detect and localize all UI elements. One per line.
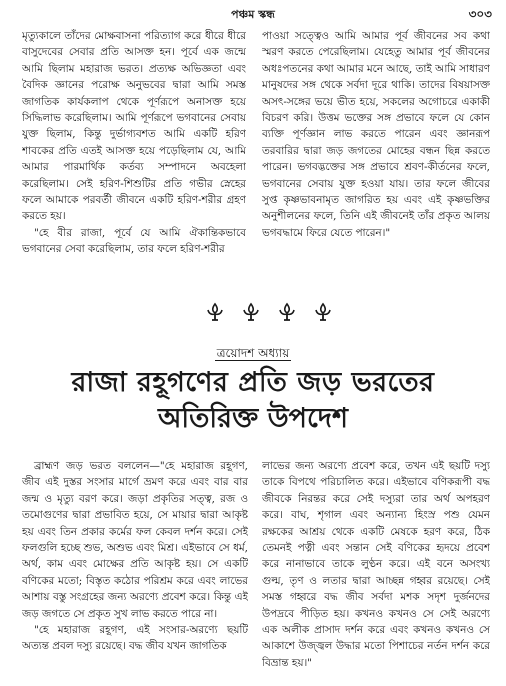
chapter-title-line-2: অতিরিক্ত উপদেশ [158, 403, 348, 434]
paragraph: পাওয়া সত্ত্বেও আমি আমার পূর্ব জীবনের সব কথা স্মরণ করতে পেরেছিলাম। যেহেতু আমার পূর্ব জীবনের অধঃপতনের কথা আমার মনে আছে, তাই আমি সাধারণ মানুষদের সঙ্গ থেকে সর্বদা দূরে থাকি। তাদের বিষয়াসক্ত অসৎ-সঙ্গের ভয়ে ভীত হয়ে, সকলের অগোচরে একাকী বিচরণ করি। উত্তম ভক্তের সঙ্গ প্রভাবে ফলে যে কোন ব্যক্তি পূর্ণজ্ঞান লাভ করতে পারেন এবং জ্ঞানরূপ তরবারির দ্বারা জড় জগতের মোহের বন্ধন ছিন্ন করতে পারেন। ভগবদ্ভক্তের সঙ্গ প্রভাবে শ্রবণ-কীর্তনের ফলে, ভগবানের সেবায় যুক্ত হওয়া যায়। তার ফলে জীবের সুপ্ত কৃষ্ণভাবনামৃত জাগরিত হয় এবং এই কৃষ্ণভক্তির অনুশীলনের ফলে, তিনি এই জীবনেই তাঁর প্রকৃত আলয় ভগবদ্ধামে ফিরে যেতে পারেন।" [262, 30, 490, 239]
chapter-number: ত্রয়োদশ অধ্যায় [216, 346, 290, 360]
bottom-left-column [22, 458, 248, 680]
running-title: পঞ্চম স্কন্ধ [231, 8, 275, 21]
top-left-column [22, 28, 246, 266]
section-divider [0, 302, 506, 326]
chapter-title-line-1: রাজা রহূগণের প্রতি জড় ভরতের [71, 367, 435, 398]
page-number: ৩০৩ [468, 7, 492, 21]
paragraph: "হে বীর রাজা, পূর্বে যে আমি ঐকান্তিকভাবে ভগবানের সেবা করেছিলাম, তার ফলে হরিণ-শরীর [22, 226, 246, 256]
lotus-ornament-icon [278, 302, 296, 322]
lotus-ornament-icon [206, 302, 224, 322]
top-right-column [262, 28, 490, 292]
bottom-right-column [262, 458, 490, 680]
lotus-ornament-icon [242, 302, 260, 322]
paragraph: "হে মহারাজ রহূগণ, এই সংসার-অরণ্যে ছয়টি অত্যন্ত প্রবল দস্যু রয়েছে। বদ্ধ জীব যখন জাগতিক [22, 624, 248, 653]
running-header [0, 6, 506, 22]
paragraph: মৃত্যুকালে তাঁদের মোক্ষবাসনা পরিত্যাগ করে ধীরে ধীরে বাসুদেবের সেবার প্রতি আসক্ত হন। পূর্বে এক জন্মে আমি ছিলাম মহারাজ ভরত। প্রত্যক্ষ অভিজ্ঞতা এবং বৈদিক জ্ঞানের পরোক্ষ অনুভবের দ্বারা আমি সমস্ত জাগতিক কার্যকলাপ থেকে পূর্ণরূপে অনাসক্ত হয়ে সিদ্ধিলাভ করেছিলাম। আমি পূর্ণরূপে ভগবানের সেবায় যুক্ত ছিলাম, কিন্তু দুর্ভাগ্যবশত আমি একটি হরিণ শাবকের প্রতি এতই আসক্ত হয়ে পড়েছিলাম যে, আমি আমার পারমার্থিক কর্তব্য সম্পাদনে অবহেলা করেছিলাম। সেই হরিণ-শিশুটির প্রতি গভীর স্নেহের ফলে আমাকে পরবর্তী জীবনে একটি হরিণ-শরীর গ্রহণ করতে হয়। [22, 30, 246, 223]
paragraph: ব্রাহ্মণ জড় ভরত বললেন—"হে মহারাজ রহূগণ, জীব এই দুস্তর সংসার মার্গে ভ্রমণ করে এবং বার বার জন্ম ও মৃত্যু বরণ করে। জড়া প্রকৃতির সত্ত্ব, রজ ও তমোগুণের দ্বারা প্রভাবিত হয়ে, সে মায়ার দ্বারা আকৃষ্ট হয় এবং তিন প্রকার কর্মের ফল কেবল দর্শন করে। সেই ফলগুলি হচ্ছে শুভ, অশুভ এবং মিশ্র। এইভাবে সে ধর্ম, অর্থ, কাম এবং মোক্ষের প্রতি আকৃষ্ট হয়। সে একটি বণিকের মতো; বিস্তৃত কঠোর পরিশ্রম করে এবং লাভের আশায় বস্তু সংগ্রহের জন্য অরণ্যে প্রবেশ করে। কিন্তু এই জড় জগতে সে প্রকৃত সুখ লাভ করতে পারে না। [22, 460, 248, 620]
lotus-ornament-icon [314, 302, 332, 322]
paragraph: লাভের জন্য অরণ্যে প্রবেশ করে, তখন এই ছয়টি দস্যু তাকে বিপথে পরিচালিত করে। এইভাবে বণিকরূপী বদ্ধ জীবকে নিরন্তর করে সেই দস্যুরা তার অর্থ অপহরণ করে। বাঘ, শৃগাল এবং অন্যান্য হিংস্র পশু যেমন রক্ষকের আশ্রয় থেকে একটি মেষকে হরণ করে, ঠিক তেমনই পত্নী এবং সন্তান সেই বণিকের হৃদয়ে প্রবেশ করে নানাভাবে তাকে লুণ্ঠন করে। এই বনে অসংখ্য গুল্ম, তৃণ ও লতার দ্বারা আচ্ছন্ন গহ্বর রয়েছে। সেই সমস্ত গহ্বরে বদ্ধ জীব সর্বদা মশক সদৃশ দুর্জনদের উপদ্রবে পীড়িত হয়। কখনও কখনও সে সেই অরণ্যে এক অলীক প্রাসাদ দর্শন করে এবং কখনও কখনও সে আকাশে উজ্জ্বল উদ্ধার মতো পিশাচের নর্তন দর্শন করে বিভ্রান্ত হয়।" [262, 460, 490, 669]
